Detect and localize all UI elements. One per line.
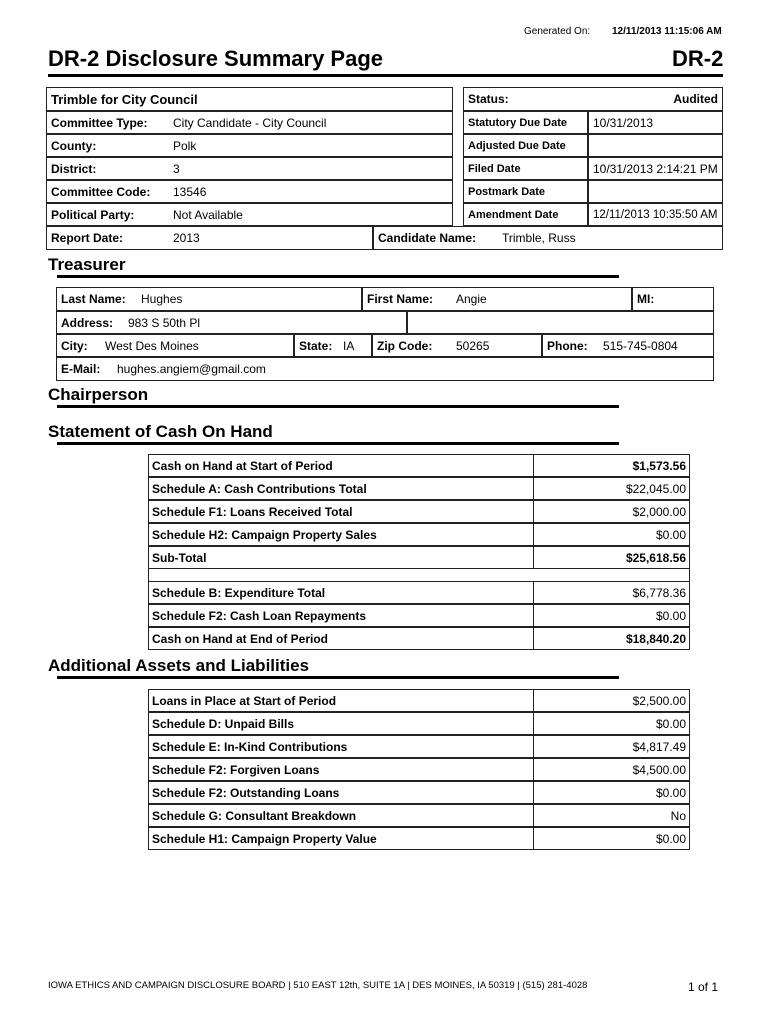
- political-party-row: [46, 203, 453, 226]
- status-row: [463, 87, 723, 111]
- report-date-value: 2013: [173, 231, 200, 245]
- chairperson-heading: Chairperson: [48, 385, 149, 404]
- cash-row-label: Cash on Hand at End of Period: [148, 627, 533, 650]
- treasurer-last-name-label: Last Name:: [61, 292, 126, 306]
- treasurer-rule: [57, 275, 619, 278]
- adjusted-due-label: Adjusted Due Date: [468, 139, 566, 152]
- status-value: Audited: [673, 92, 718, 106]
- adjusted-due-value-cell: [588, 134, 723, 157]
- assets-row-label: Schedule F2: Outstanding Loans: [148, 781, 533, 804]
- statutory-due-value-cell: [588, 111, 723, 134]
- postmark-date-value-cell: [588, 180, 723, 203]
- committee-name: Trimble for City Council: [51, 91, 198, 107]
- treasurer-state-value: IA: [343, 338, 355, 353]
- amendment-date-label-cell: [463, 203, 588, 226]
- assets-row-label: Schedule H1: Campaign Property Value: [148, 827, 533, 850]
- cash-rule: [57, 442, 619, 445]
- assets-row-value: $4,817.49: [533, 735, 690, 758]
- postmark-date-label: Postmark Date: [468, 185, 546, 198]
- treasurer-address-extra-cell: [407, 311, 714, 334]
- committee-code-row: [46, 180, 453, 203]
- treasurer-email-cell: [56, 357, 714, 381]
- page-title: DR-2 Disclosure Summary Page: [48, 46, 384, 71]
- candidate-name-row: [373, 226, 723, 250]
- candidate-name-label: Candidate Name:: [378, 231, 477, 245]
- cash-row-label: Schedule F1: Loans Received Total: [148, 500, 533, 523]
- cash-row-label: Schedule H2: Campaign Property Sales: [148, 523, 533, 546]
- assets-rule: [57, 676, 619, 679]
- assets-row-label: Schedule G: Consultant Breakdown: [148, 804, 533, 827]
- committee-type-row: [46, 111, 453, 134]
- assets-row-value: No: [533, 804, 690, 827]
- cash-row-value: $22,045.00: [533, 477, 690, 500]
- treasurer-email-label: E-Mail:: [61, 362, 101, 376]
- filed-date-value: 10/31/2013 2:14:21 PM: [593, 161, 718, 176]
- county-value: Polk: [173, 138, 197, 153]
- treasurer-state-label: State:: [299, 338, 333, 353]
- cash-row-label: Cash on Hand at Start of Period: [148, 454, 533, 477]
- treasurer-phone-value: 515-745-0804: [603, 338, 678, 353]
- district-row: [46, 157, 453, 180]
- treasurer-address-cell: [56, 311, 407, 334]
- treasurer-phone-label: Phone:: [547, 338, 588, 353]
- treasurer-address-label: Address:: [61, 315, 114, 330]
- treasurer-zip-cell: [372, 334, 542, 357]
- statutory-due-value: 10/31/2013: [593, 115, 654, 130]
- committee-name-cell: [46, 87, 453, 111]
- assets-row-label: Schedule E: In-Kind Contributions: [148, 735, 533, 758]
- assets-row-value: $4,500.00: [533, 758, 690, 781]
- assets-heading: Additional Assets and Liabilities: [48, 656, 310, 675]
- report-date-label: Report Date:: [51, 231, 124, 245]
- treasurer-first-name-label: First Name:: [367, 292, 434, 306]
- cash-row-value: $6,778.36: [533, 581, 690, 604]
- generated-label: Generated On:: [524, 26, 591, 37]
- treasurer-first-name-value: Angie: [456, 292, 487, 306]
- cash-row-value: $25,618.56: [533, 546, 690, 569]
- form-code: DR-2: [672, 46, 724, 71]
- report-date-row: [46, 226, 373, 250]
- cash-row-value: $0.00: [533, 604, 690, 627]
- footer-address: IOWA ETHICS AND CAMPAIGN DISCLOSURE BOARD | 510 EAST 12th, SUITE 1A | DES MOINES, IA 50319 | (515) 281-4028: [48, 980, 588, 991]
- cash-row-label: Schedule B: Expenditure Total: [148, 581, 533, 604]
- assets-row-label: Loans in Place at Start of Period: [148, 689, 533, 712]
- treasurer-address-value: 983 S 50th Pl: [128, 315, 201, 330]
- assets-row-label: Schedule D: Unpaid Bills: [148, 712, 533, 735]
- treasurer-city-label: City:: [61, 338, 88, 353]
- filed-date-label-cell: [463, 157, 588, 180]
- treasurer-phone-cell: [542, 334, 714, 357]
- adjusted-due-label-cell: [463, 134, 588, 157]
- chairperson-rule: [57, 405, 619, 408]
- cash-subtotal-gap: [148, 569, 690, 581]
- cash-row-value: $0.00: [533, 523, 690, 546]
- status-label: Status:: [468, 92, 509, 106]
- county-label: County:: [51, 138, 97, 153]
- amendment-date-value-cell: [588, 203, 723, 226]
- treasurer-zip-value: 50265: [456, 338, 490, 353]
- cash-row-label: Schedule F2: Cash Loan Repayments: [148, 604, 533, 627]
- political-party-label: Political Party:: [51, 207, 135, 222]
- treasurer-email-value: hughes.angiem@gmail.com: [117, 362, 266, 376]
- political-party-value: Not Available: [173, 207, 243, 222]
- page-number: 1 of 1: [688, 980, 719, 994]
- cash-row-label: Sub-Total: [148, 546, 533, 569]
- assets-row-value: $0.00: [533, 827, 690, 850]
- district-label: District:: [51, 161, 97, 176]
- treasurer-first-name-cell: [362, 287, 632, 311]
- treasurer-city-cell: [56, 334, 294, 357]
- cash-row-value: $2,000.00: [533, 500, 690, 523]
- cash-row-label: Schedule A: Cash Contributions Total: [148, 477, 533, 500]
- county-row: [46, 134, 453, 157]
- statutory-due-label-cell: [463, 111, 588, 134]
- treasurer-last-name-cell: [56, 287, 362, 311]
- treasurer-heading: Treasurer: [48, 255, 126, 274]
- candidate-name-value: Trimble, Russ: [502, 231, 576, 245]
- filed-date-label: Filed Date: [468, 162, 521, 175]
- cash-row-value: $1,573.56: [533, 454, 690, 477]
- statutory-due-label: Statutory Due Date: [468, 116, 568, 129]
- treasurer-city-value: West Des Moines: [105, 338, 199, 353]
- cash-heading: Statement of Cash On Hand: [48, 422, 273, 441]
- committee-type-label: Committee Type:: [51, 115, 148, 130]
- treasurer-mi-cell: [632, 287, 714, 311]
- assets-row-label: Schedule F2: Forgiven Loans: [148, 758, 533, 781]
- title-rule: [48, 74, 723, 77]
- treasurer-last-name-value: Hughes: [141, 292, 183, 306]
- committee-code-value: 13546: [173, 184, 207, 199]
- assets-row-value: $2,500.00: [533, 689, 690, 712]
- filed-date-value-cell: [588, 157, 723, 180]
- treasurer-zip-label: Zip Code:: [377, 338, 433, 353]
- amendment-date-label: Amendment Date: [468, 208, 559, 221]
- assets-row-value: $0.00: [533, 781, 690, 804]
- committee-type-value: City Candidate - City Council: [173, 115, 327, 130]
- treasurer-mi-label: MI:: [637, 292, 655, 306]
- cash-row-value: $18,840.20: [533, 627, 690, 650]
- treasurer-state-cell: [294, 334, 372, 357]
- generated-value: 12/11/2013 11:15:06 AM: [612, 26, 722, 37]
- assets-row-value: $0.00: [533, 712, 690, 735]
- amendment-date-value: 12/11/2013 10:35:50 AM: [593, 208, 718, 221]
- postmark-date-label-cell: [463, 180, 588, 203]
- district-value: 3: [173, 161, 180, 176]
- committee-code-label: Committee Code:: [51, 184, 151, 199]
